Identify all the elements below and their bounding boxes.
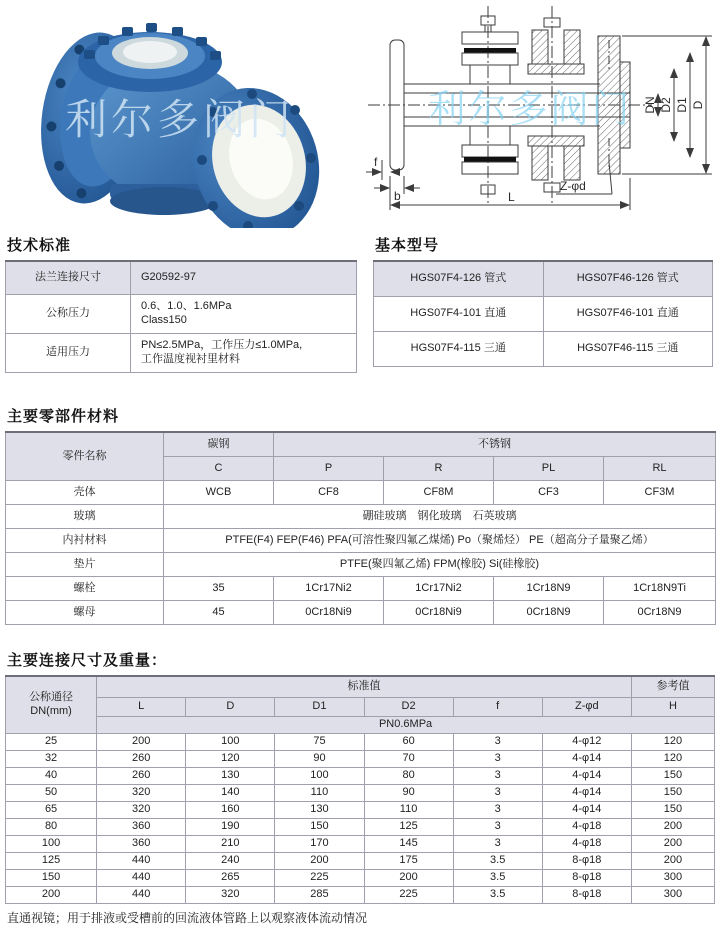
dims-header-dn: 公称通径 DN(mm) — [6, 676, 97, 734]
dim-cell-dn: 50 — [6, 785, 97, 802]
table-row — [6, 887, 715, 904]
dim-cell-d2: 90 — [364, 785, 453, 802]
mat-row-name: 内衬材料 — [6, 529, 164, 553]
dim-cell-l: 440 — [97, 853, 186, 870]
dim-cell-d: 240 — [186, 853, 275, 870]
dim-cell-zd: 4-φ14 — [542, 802, 631, 819]
dim-cell-d: 100 — [186, 734, 275, 751]
model-cell: HGS07F4-101 直通 — [374, 297, 544, 332]
dim-cell-zd: 8-φ18 — [542, 870, 631, 887]
mat-grade: PL — [494, 457, 604, 481]
dim-label-d: D — [691, 100, 705, 110]
mat-row-name: 壳体 — [6, 481, 164, 505]
dim-cell-zd: 4-φ14 — [542, 751, 631, 768]
mat-cell: 0Cr18N9 — [494, 601, 604, 625]
dims-col: f — [453, 698, 542, 717]
basic-models-title: 基本型号 — [375, 237, 440, 254]
dim-cell-d1: 225 — [275, 870, 364, 887]
dim-cell-l: 320 — [97, 785, 186, 802]
photo-watermark: 利尔多阀门 — [64, 96, 296, 143]
dim-cell-l: 260 — [97, 751, 186, 768]
dims-col: Z-φd — [542, 698, 631, 717]
mat-row-name: 螺栓 — [6, 577, 164, 601]
drawing-watermark: 利尔多阀门 — [427, 89, 633, 131]
basic-models-table — [373, 260, 713, 367]
model-cell: HGS07F46-101 直通 — [543, 297, 713, 332]
dim-cell-d: 265 — [186, 870, 275, 887]
dim-label-z-phi-d: Z-φd — [560, 179, 586, 193]
dim-cell-f: 3.5 — [453, 853, 542, 870]
dim-cell-d: 130 — [186, 768, 275, 785]
dim-cell-d1: 150 — [275, 819, 364, 836]
mat-cell: 0Cr18Ni9 — [384, 601, 494, 625]
dim-cell-zd: 8-φ18 — [542, 887, 631, 904]
dim-cell-d2: 175 — [364, 853, 453, 870]
dims-header-standard: 标准值 — [97, 676, 632, 698]
model-cell: HGS07F46-126 管式 — [543, 261, 713, 297]
mat-cell: 0Cr18N9 — [604, 601, 716, 625]
dim-label-b: b — [394, 189, 401, 203]
dim-cell-zd: 4-φ12 — [542, 734, 631, 751]
mat-cell-span: PTFE(聚四氟乙烯) FPM(橡胶) Si(硅橡胶) — [164, 553, 716, 577]
mat-cell: CF8 — [274, 481, 384, 505]
mat-row-name: 螺母 — [6, 601, 164, 625]
mat-cell-span: PTFE(F4) FEP(F46) PFA(可溶性聚四氟乙煤烯) Po（聚烯烃） PE（超高分子量聚乙烯） — [164, 529, 716, 553]
dims-header-pn: PN0.6MPa — [97, 717, 715, 734]
dims-body — [6, 734, 715, 904]
dim-cell-zd: 4-φ14 — [542, 785, 631, 802]
dim-cell-l: 360 — [97, 819, 186, 836]
dims-col: D2 — [364, 698, 453, 717]
dim-cell-d: 210 — [186, 836, 275, 853]
dim-cell-h: 120 — [631, 751, 714, 768]
dim-cell-f: 3 — [453, 734, 542, 751]
dims-col: H — [631, 698, 714, 717]
dim-cell-d2: 70 — [364, 751, 453, 768]
dimensions-title: 主要连接尺寸及重量： — [7, 652, 168, 669]
figures-row — [0, 0, 720, 228]
mat-cell: 45 — [164, 601, 274, 625]
dims-col: D — [186, 698, 275, 717]
dim-cell-dn: 40 — [6, 768, 97, 785]
dim-cell-d2: 110 — [364, 802, 453, 819]
tech-row-value: PN≤2.5MPa，工作压力≤1.0MPa, 工作温度视衬里材料 — [131, 334, 357, 373]
dim-cell-h: 150 — [631, 802, 714, 819]
tech-row-value: G20592-97 — [131, 261, 357, 295]
tech-standards-table — [5, 260, 357, 373]
mat-cell-span: 硼硅玻璃 钢化玻璃 石英玻璃 — [164, 505, 716, 529]
mat-cell: 1Cr18N9Ti — [604, 577, 716, 601]
dim-cell-h: 200 — [631, 819, 714, 836]
mat-row-name: 垫片 — [6, 553, 164, 577]
dim-cell-d1: 170 — [275, 836, 364, 853]
footer-note: 直通视镜；用于排液或受槽前的回流液体管路上以观察液体流动情况 — [7, 911, 368, 925]
dim-cell-dn: 150 — [6, 870, 97, 887]
mat-cell: CF8M — [384, 481, 494, 505]
materials-table — [5, 431, 716, 625]
dims-header-reference: 参考值 — [631, 676, 714, 698]
dimensions-table — [5, 675, 715, 904]
table-row — [6, 768, 715, 785]
dim-cell-dn: 65 — [6, 802, 97, 819]
dim-cell-zd: 4-φ18 — [542, 836, 631, 853]
mat-cell: CF3M — [604, 481, 716, 505]
dim-cell-dn: 25 — [6, 734, 97, 751]
tech-row-label: 适用压力 — [6, 334, 131, 373]
mat-cell: 0Cr18Ni9 — [274, 601, 384, 625]
table-row — [6, 802, 715, 819]
table-row — [6, 853, 715, 870]
dim-cell-h: 200 — [631, 853, 714, 870]
dim-cell-f: 3 — [453, 819, 542, 836]
dim-label-f: f — [374, 155, 378, 169]
mat-grade: P — [274, 457, 384, 481]
dim-cell-d1: 130 — [275, 802, 364, 819]
dim-cell-l: 200 — [97, 734, 186, 751]
dim-cell-h: 300 — [631, 887, 714, 904]
model-cell: HGS07F46-115 三通 — [543, 332, 713, 367]
dim-cell-zd: 8-φ18 — [542, 853, 631, 870]
dim-cell-h: 150 — [631, 768, 714, 785]
dim-cell-dn: 32 — [6, 751, 97, 768]
mat-header-part-name: 零件名称 — [6, 432, 164, 481]
dim-cell-d: 120 — [186, 751, 275, 768]
dims-col: L — [97, 698, 186, 717]
mat-cell: 1Cr17Ni2 — [274, 577, 384, 601]
model-cell: HGS07F4-126 管式 — [374, 261, 544, 297]
dim-cell-d1: 285 — [275, 887, 364, 904]
dim-cell-l: 260 — [97, 768, 186, 785]
dim-cell-f: 3 — [453, 768, 542, 785]
valve-photo-illustration — [0, 0, 360, 228]
mat-cell: CF3 — [494, 481, 604, 505]
dim-cell-d1: 75 — [275, 734, 364, 751]
dim-cell-f: 3 — [453, 836, 542, 853]
table-row — [6, 734, 715, 751]
dim-cell-h: 300 — [631, 870, 714, 887]
dim-cell-l: 360 — [97, 836, 186, 853]
dim-cell-h: 200 — [631, 836, 714, 853]
dim-cell-d2: 200 — [364, 870, 453, 887]
dim-cell-d1: 110 — [275, 785, 364, 802]
dim-cell-l: 320 — [97, 802, 186, 819]
tech-row-value: 0.6、1.0、1.6MPa Class150 — [131, 295, 357, 334]
valve-photo — [0, 0, 360, 228]
dim-label-dn: DN — [643, 96, 657, 114]
mat-cell: WCB — [164, 481, 274, 505]
table-row — [6, 785, 715, 802]
mat-cell: 1Cr18N9 — [494, 577, 604, 601]
dim-cell-l: 440 — [97, 887, 186, 904]
tech-standards-title: 技术标准 — [7, 237, 72, 254]
dim-cell-dn: 100 — [6, 836, 97, 853]
dim-cell-dn: 200 — [6, 887, 97, 904]
dim-cell-d: 160 — [186, 802, 275, 819]
dim-cell-d: 190 — [186, 819, 275, 836]
mat-cell: 1Cr17Ni2 — [384, 577, 494, 601]
dim-cell-dn: 125 — [6, 853, 97, 870]
materials-title: 主要零部件材料 — [7, 408, 120, 425]
dims-col: D1 — [275, 698, 364, 717]
dim-cell-dn: 80 — [6, 819, 97, 836]
mat-cell: 35 — [164, 577, 274, 601]
tech-row-label: 法兰连接尺寸 — [6, 261, 131, 295]
dim-cell-d2: 225 — [364, 887, 453, 904]
table-row — [6, 819, 715, 836]
table-row — [6, 751, 715, 768]
mat-grade: RL — [604, 457, 716, 481]
mat-row-name: 玻璃 — [6, 505, 164, 529]
dim-cell-f: 3.5 — [453, 870, 542, 887]
tables-pair — [5, 228, 715, 373]
dim-cell-f: 3 — [453, 751, 542, 768]
mat-grade: R — [384, 457, 494, 481]
table-row — [6, 870, 715, 887]
dim-cell-d2: 145 — [364, 836, 453, 853]
dim-cell-zd: 4-φ18 — [542, 819, 631, 836]
table-row — [6, 836, 715, 853]
dim-cell-f: 3 — [453, 785, 542, 802]
dim-cell-f: 3 — [453, 802, 542, 819]
dim-cell-d1: 100 — [275, 768, 364, 785]
dim-cell-d1: 90 — [275, 751, 364, 768]
dim-cell-d2: 60 — [364, 734, 453, 751]
dim-label-d2: D2 — [659, 97, 673, 113]
dim-cell-d2: 80 — [364, 768, 453, 785]
valve-drawing — [360, 0, 720, 228]
dim-cell-zd: 4-φ14 — [542, 768, 631, 785]
dim-cell-d: 320 — [186, 887, 275, 904]
dim-cell-d: 140 — [186, 785, 275, 802]
dim-label-l: L — [508, 190, 515, 204]
dim-cell-h: 150 — [631, 785, 714, 802]
dim-cell-d2: 125 — [364, 819, 453, 836]
dim-cell-f: 3.5 — [453, 887, 542, 904]
tech-row-label: 公称压力 — [6, 295, 131, 334]
dim-cell-l: 440 — [97, 870, 186, 887]
dim-label-d1: D1 — [675, 97, 689, 113]
mat-header-stainless-steel: 不锈钢 — [274, 432, 716, 457]
dim-cell-d1: 200 — [275, 853, 364, 870]
model-cell: HGS07F4-115 三通 — [374, 332, 544, 367]
dim-cell-h: 120 — [631, 734, 714, 751]
valve-drawing-illustration — [360, 0, 720, 228]
mat-grade: C — [164, 457, 274, 481]
mat-header-carbon-steel: 碳钢 — [164, 432, 274, 457]
